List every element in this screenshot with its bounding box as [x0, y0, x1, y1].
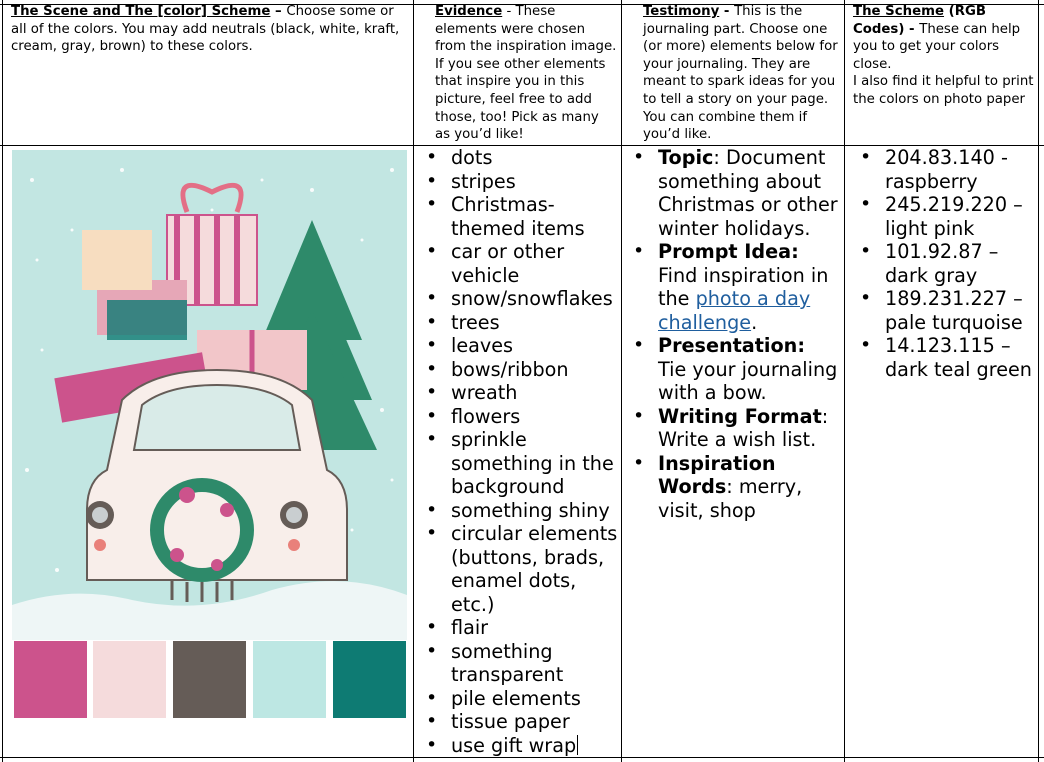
- scheme-list-cell: [848, 146, 1036, 381]
- testimony-presentation-label: Presentation:: [658, 334, 806, 357]
- testimony-topic-label: Topic: [658, 146, 714, 169]
- list-item: [414, 381, 619, 405]
- header-testimony-text: This is the journaling part. Choose one (or more) elements below for your journaling. They are meant to spark ideas for you to tell a story on your page. You can combine them if you’d like.: [643, 4, 838, 143]
- testimony-prompt-text: Find inspiration in the: [658, 263, 829, 310]
- testimony-writing-text: : Write a wish list.: [658, 404, 829, 451]
- header-scheme-title-suffix: (RGB Codes) -: [853, 4, 987, 37]
- list-item: [848, 287, 1036, 334]
- list-item: [414, 193, 619, 240]
- scheme-name: dark teal green: [885, 357, 1032, 381]
- swatch-dark-gray: [173, 641, 246, 718]
- header-scheme-note: I also find it helpful to print the colors on photo paper: [853, 74, 1034, 107]
- list-item: [414, 616, 619, 640]
- scheme-code: 14.123.115 –: [885, 334, 1011, 357]
- header-testimony-title: Testimony: [643, 4, 720, 19]
- evidence-list: [414, 146, 619, 757]
- swatch-dark-teal-green: [333, 641, 406, 718]
- list-item: [414, 687, 619, 711]
- evidence-list-cell: [414, 146, 619, 757]
- evidence-item-text: flowers: [451, 404, 521, 428]
- header-scheme-text: These can help you to get your colors close.: [853, 21, 1021, 72]
- testimony-list: [621, 146, 839, 522]
- list-item: [414, 311, 619, 335]
- testimony-topic-text: : Document something about Christmas or other winter holidays.: [658, 146, 838, 240]
- testimony-prompt-label: Prompt Idea:: [658, 240, 799, 263]
- scheme-name: light pink: [885, 216, 975, 240]
- list-item: [414, 499, 619, 523]
- testimony-presentation-text: Tie your journaling with a bow.: [658, 357, 838, 404]
- swatch-light-pink: [93, 641, 166, 718]
- scheme-code: 189.231.227 –: [885, 287, 1023, 310]
- evidence-item-text: dots: [451, 146, 493, 169]
- testimony-words-label: Inspiration Words: [658, 451, 776, 498]
- scheme-name: pale turquoise: [885, 310, 1023, 334]
- header-scheme-cell: [853, 3, 1034, 109]
- header-testimony-dash: -: [719, 4, 735, 19]
- list-item: [848, 240, 1036, 287]
- evidence-item-text: Christmas-themed items: [451, 193, 585, 240]
- testimony-writing-label: Writing Format: [658, 404, 822, 428]
- list-item: [414, 146, 619, 170]
- header-scene-text: Choose some or all of the colors. You may add neutrals (black, white, kraft, cream, gray, brown) to these colors.: [11, 4, 400, 55]
- header-evidence-title: Evidence: [435, 4, 503, 19]
- table-divider-3: [844, 0, 845, 762]
- list-item: [848, 146, 1036, 193]
- list-item: [414, 358, 619, 382]
- text-cursor: [577, 735, 578, 755]
- evidence-item-text: car or other vehicle: [451, 240, 565, 287]
- header-scheme-title: The Scheme: [853, 4, 945, 19]
- scheme-code: 245.219.220 –: [885, 193, 1023, 216]
- list-item: [414, 428, 619, 499]
- testimony-prompt-end: .: [751, 310, 758, 334]
- evidence-item-text: something shiny: [451, 498, 610, 522]
- list-item: [621, 240, 839, 334]
- header-evidence-cell: [435, 3, 617, 144]
- header-evidence-text: - These elements were chosen from the inspiration image. If you see other elements that inspire you in this picture, feel free to add those, too! Pick as many as you’d like!: [435, 4, 617, 143]
- evidence-item-text: wreath: [451, 381, 518, 404]
- scheme-list: [848, 146, 1036, 381]
- list-item: [414, 405, 619, 429]
- list-item: [848, 193, 1036, 240]
- header-scene-title: The Scene and The [color] Scheme: [11, 4, 271, 19]
- evidence-item-text: bows/ribbon: [451, 357, 569, 381]
- scheme-code: 101.92.87 –: [885, 240, 999, 263]
- testimony-list-cell: [621, 146, 839, 522]
- scheme-name: dark gray: [885, 263, 978, 287]
- list-item: [621, 405, 839, 452]
- list-item: [414, 240, 619, 287]
- list-item: [414, 287, 619, 311]
- list-item: [621, 146, 839, 240]
- list-item: [621, 452, 839, 523]
- list-item: [414, 522, 619, 616]
- evidence-item-text: circular elements (buttons, brads, enamel dots, etc.): [451, 522, 618, 616]
- inspiration-image: [12, 150, 407, 722]
- evidence-item-text: snow/snowflakes: [451, 287, 613, 310]
- table-border-left: [2, 0, 3, 762]
- scheme-code: 204.83.140 -: [885, 146, 1008, 169]
- table-border-bottom: [0, 757, 1044, 758]
- list-item: [414, 170, 619, 194]
- list-item: [414, 334, 619, 358]
- evidence-item-text: flair: [451, 616, 489, 639]
- evidence-item-text: something transparent: [451, 639, 564, 686]
- scheme-name: raspberry: [885, 169, 978, 193]
- list-item: [621, 334, 839, 405]
- photo-a-day-link[interactable]: photo a day challenge: [658, 287, 811, 334]
- header-scene-dash: –: [270, 4, 287, 19]
- swatch-pale-turquoise: [253, 641, 326, 718]
- evidence-item-text: trees: [451, 310, 500, 334]
- header-testimony-cell: [643, 3, 839, 144]
- list-item: [848, 334, 1036, 381]
- list-item: [414, 710, 619, 734]
- swatch-raspberry: [14, 641, 87, 718]
- evidence-item-text: leaves: [451, 334, 514, 357]
- header-scene-cell: [11, 3, 409, 56]
- testimony-words-text: : merry, visit, shop: [658, 475, 803, 522]
- evidence-item-text: stripes: [451, 169, 516, 193]
- evidence-item-text: sprinkle something in the background: [451, 428, 614, 498]
- list-item: [414, 640, 619, 687]
- evidence-item-text: tissue paper: [451, 710, 570, 733]
- list-item: [414, 734, 619, 758]
- table-border-right: [1038, 0, 1039, 762]
- evidence-item-text: pile elements: [451, 686, 581, 710]
- car-with-gifts-illustration-icon: [12, 150, 407, 640]
- evidence-item-text: use gift wrap: [451, 733, 577, 757]
